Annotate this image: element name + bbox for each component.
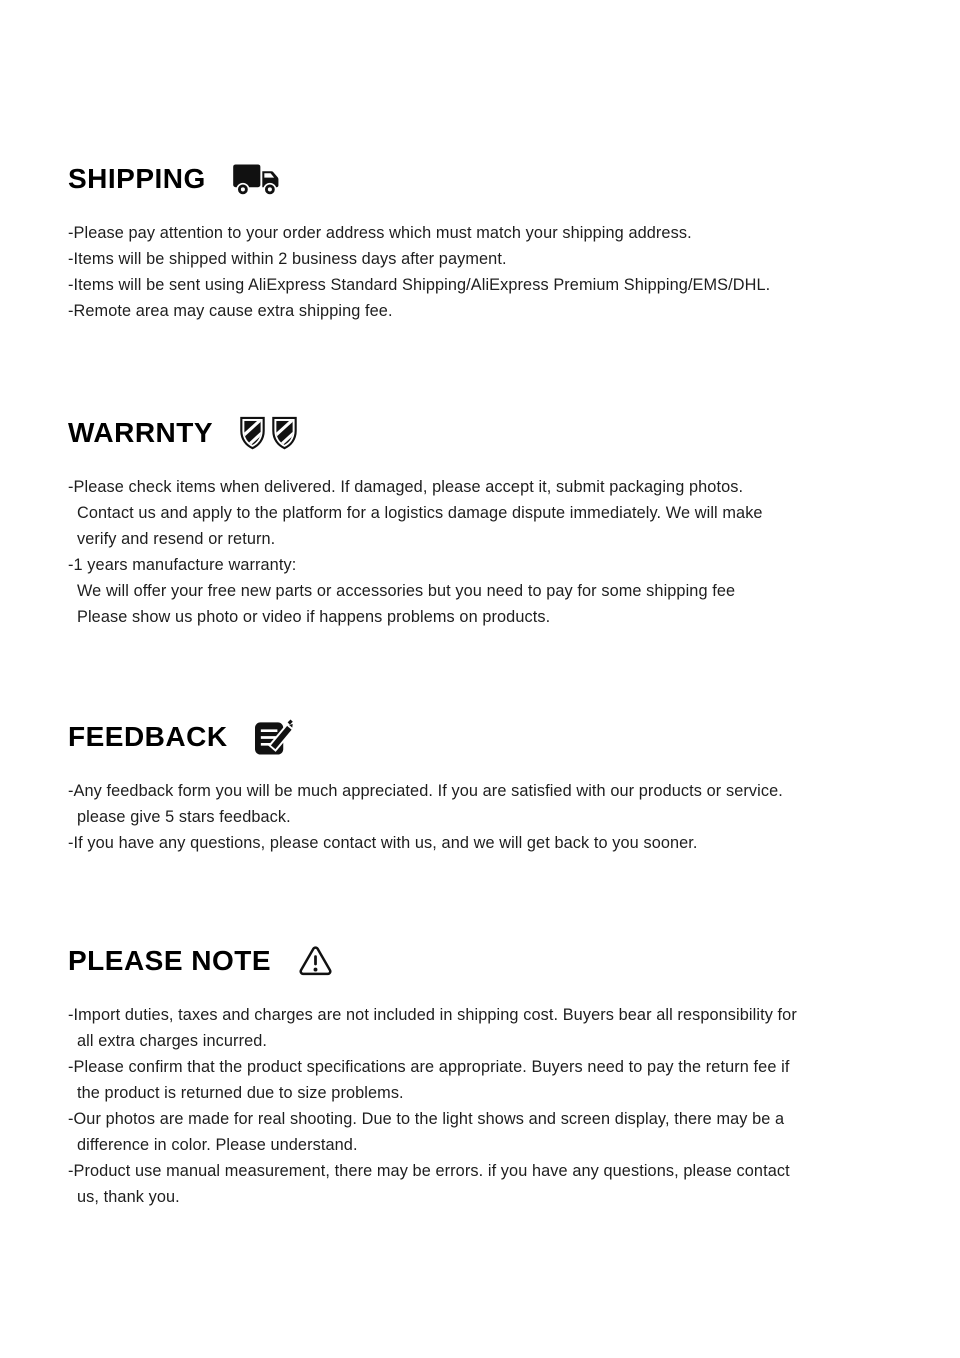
bullet-continuation-line: Please show us photo or video if happens problems on products. — [77, 608, 551, 626]
bullet-continuation-line: all extra charges incurred. — [77, 1032, 268, 1050]
bullet-line: -Please pay attention to your order address which must match your shipping address. — [68, 224, 692, 242]
bullet-line: -1 years manufacture warranty: — [68, 556, 297, 574]
section-feedback-bullets — [68, 778, 900, 856]
section-title-please-note: PLEASE NOTE — [68, 945, 272, 976]
bullet-continuation-line: the product is returned due to size problems. — [77, 1084, 404, 1102]
section-please-note-header — [68, 943, 900, 979]
section-warrnty-header — [68, 415, 900, 451]
section-shipping — [68, 161, 900, 324]
bullet-line: -Items will be sent using AliExpress Standard Shipping/AliExpress Premium Shipping/EMS/DHL. — [68, 276, 771, 294]
section-please-note-bullets — [68, 1002, 900, 1210]
section-feedback — [68, 719, 900, 856]
bullet-line: -Remote area may cause extra shipping fee. — [68, 302, 393, 320]
bullet-continuation-line: We will offer your free new parts or accessories but you need to pay for some shipping fee — [77, 582, 736, 600]
bullet-line: -Our photos are made for real shooting. Due to the light shows and screen display, there may be a — [68, 1110, 785, 1128]
section-warrnty-bullets — [68, 474, 900, 630]
warning-triangle-icon — [297, 945, 334, 978]
section-shipping-bullets — [68, 220, 900, 324]
notepad-pencil-icon — [254, 719, 293, 756]
bullet-continuation-line: Contact us and apply to the platform for a logistics damage dispute immediately. We will make — [77, 504, 763, 522]
section-please-note — [68, 943, 900, 1210]
truck-icon — [232, 163, 280, 196]
section-title-warrnty: WARRNTY — [68, 417, 214, 448]
bullet-line: -Product use manual measurement, there may be errors. if you have any questions, please contact — [68, 1162, 790, 1180]
bullet-line: -Import duties, taxes and charges are not included in shipping cost. Buyers bear all responsibility for — [68, 1006, 797, 1024]
bullet-line: -Any feedback form you will be much appreciated. If you are satisfied with our products or service. — [68, 782, 783, 800]
bullet-continuation-line: verify and resend or return. — [77, 530, 276, 548]
bullet-continuation-line: please give 5 stars feedback. — [77, 808, 291, 826]
section-shipping-header — [68, 161, 900, 197]
bullet-line: -Items will be shipped within 2 business days after payment. — [68, 250, 507, 268]
bullet-line: -Please confirm that the product specifications are appropriate. Buyers need to pay the return fee if — [68, 1058, 790, 1076]
section-title-shipping: SHIPPING — [68, 163, 206, 194]
section-title-feedback: FEEDBACK — [68, 721, 228, 752]
bullet-continuation-line: us, thank you. — [77, 1188, 180, 1206]
section-feedback-header — [68, 719, 900, 755]
bullet-line: -Please check items when delivered. If damaged, please accept it, submit packaging photos. — [68, 478, 744, 496]
bullet-continuation-line: difference in color. Please understand. — [77, 1136, 358, 1154]
section-warrnty — [68, 415, 900, 630]
shield-icons — [239, 416, 298, 450]
bullet-line: -If you have any questions, please contact with us, and we will get back to you sooner. — [68, 834, 698, 852]
